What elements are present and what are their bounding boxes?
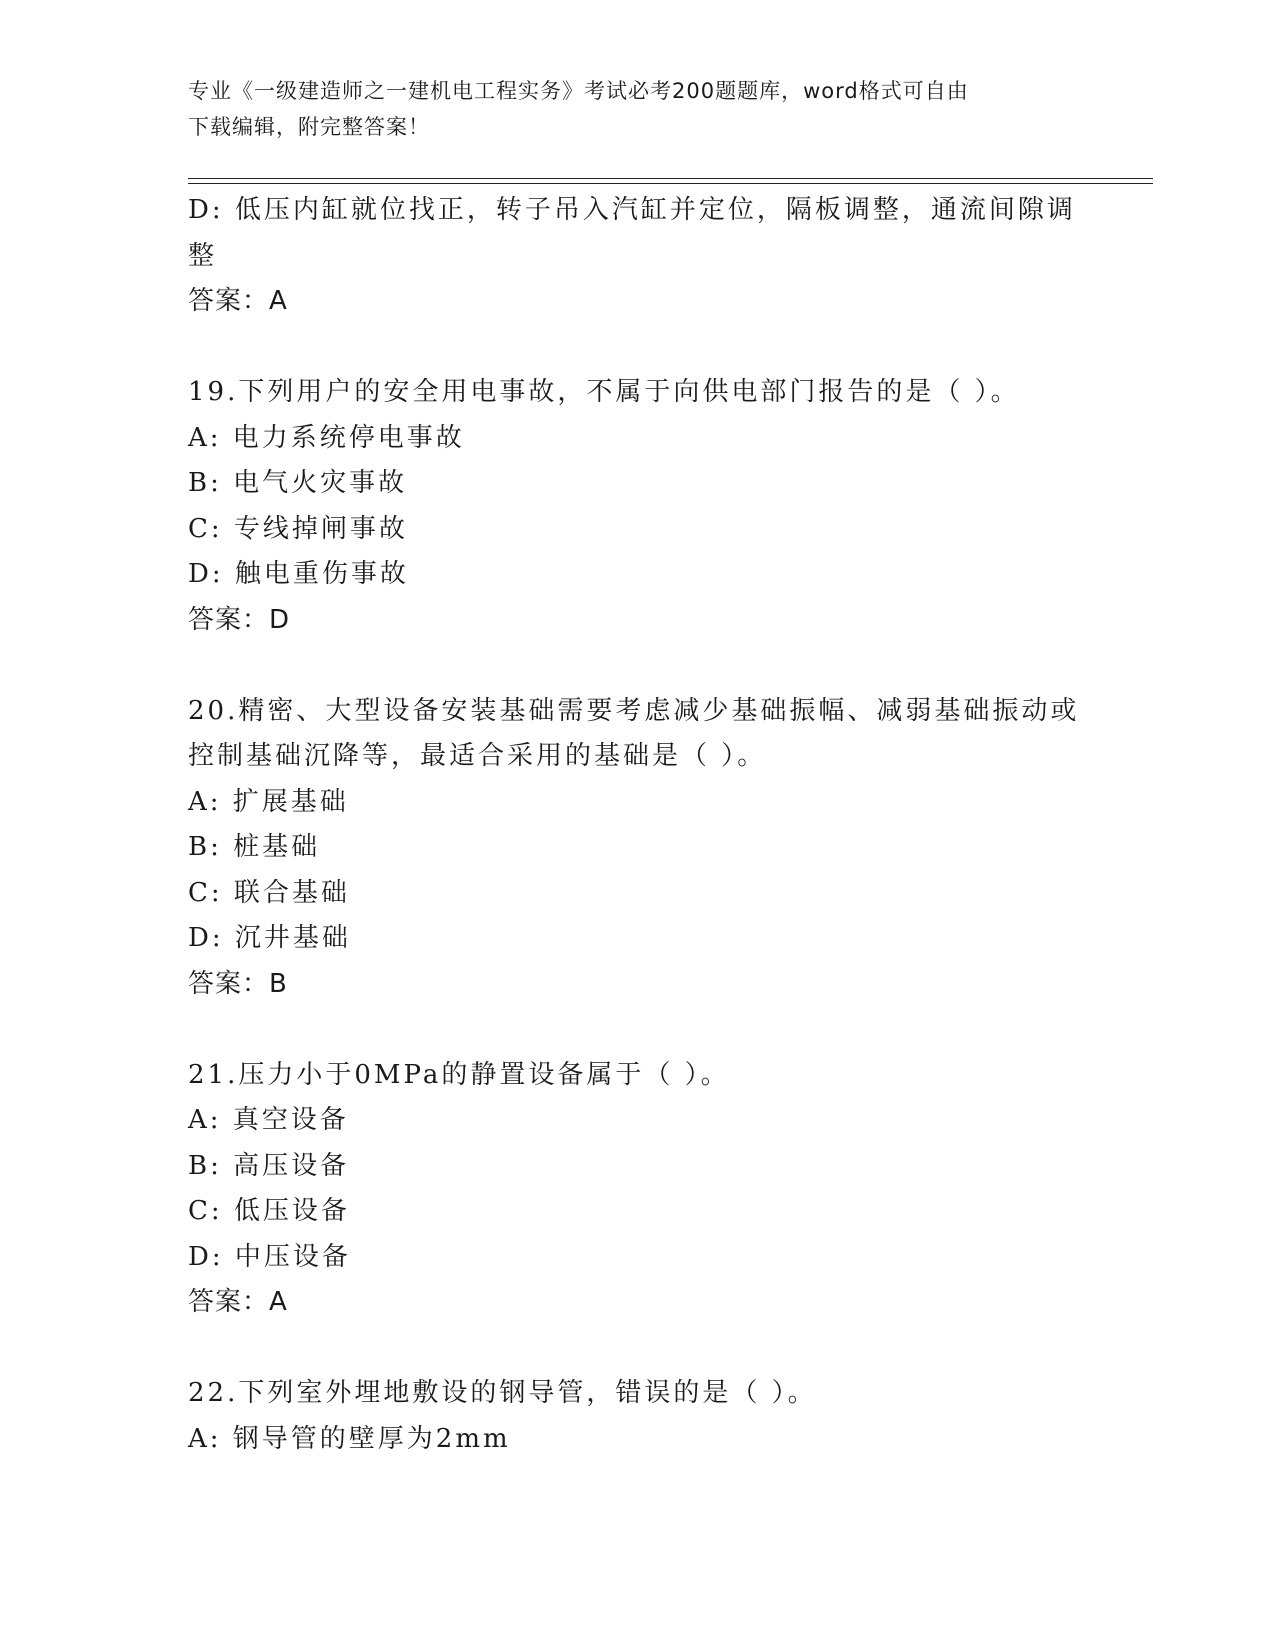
question-stem-continued: 控制基础沉降等，最适合采用的基础是（ ）。	[188, 741, 767, 771]
option-a: A: 扩展基础	[188, 786, 349, 817]
header-line-1: 专业《一级建造师之一建机电工程实务》考试必考200题题库，word格式可自由	[188, 79, 969, 103]
option-b: B: 高压设备	[188, 1150, 350, 1181]
question-18-continuation	[188, 188, 1088, 325]
question-21	[188, 1053, 1088, 1326]
question-list	[188, 188, 1088, 1462]
option-b: B: 桩基础	[188, 832, 321, 862]
option-a: A: 电力系统停电事故	[188, 422, 465, 453]
question-stem: 21.压力小于0MPa的静置设备属于（ ）。	[188, 1059, 730, 1090]
option-d-continued: 整	[188, 240, 218, 271]
spacer	[188, 1007, 1088, 1053]
header-rule-top	[188, 178, 1153, 179]
option-d: D: 中压设备	[188, 1241, 351, 1272]
option-d: D: 沉井基础	[188, 923, 351, 953]
question-stem: 20.精密、大型设备安装基础需要考虑减少基础振幅、减弱基础振动或	[188, 695, 1080, 726]
spacer	[188, 643, 1088, 689]
spacer	[188, 1326, 1088, 1372]
option-c: C: 低压设备	[188, 1196, 350, 1226]
option-c: C: 专线掉闸事故	[188, 513, 408, 544]
option-c: C: 联合基础	[188, 877, 350, 908]
option-d: D: 低压内缸就位找正，转子吊入汽缸并定位，隔板调整，通流间隙调	[188, 195, 1076, 225]
answer: 答案：A	[188, 1287, 288, 1317]
header-rule-bottom	[188, 183, 1153, 184]
document-header	[188, 73, 1088, 145]
question-22	[188, 1371, 1088, 1462]
answer: 答案：A	[188, 286, 288, 316]
option-a: A: 真空设备	[188, 1105, 349, 1135]
question-stem: 19.下列用户的安全用电事故，不属于向供电部门报告的是（ ）。	[188, 377, 1020, 407]
answer: 答案：D	[188, 604, 291, 635]
question-stem: 22.下列室外埋地敷设的钢导管，错误的是（ ）。	[188, 1378, 817, 1408]
option-a: A: 钢导管的壁厚为2mm	[188, 1423, 511, 1454]
answer: 答案：B	[188, 968, 288, 999]
option-b: B: 电气火灾事故	[188, 468, 408, 498]
option-d: D: 触电重伤事故	[188, 559, 409, 589]
question-20	[188, 689, 1088, 1008]
spacer	[188, 325, 1088, 371]
header-line-2: 下载编辑，附完整答案！	[188, 115, 430, 139]
question-19	[188, 370, 1088, 643]
